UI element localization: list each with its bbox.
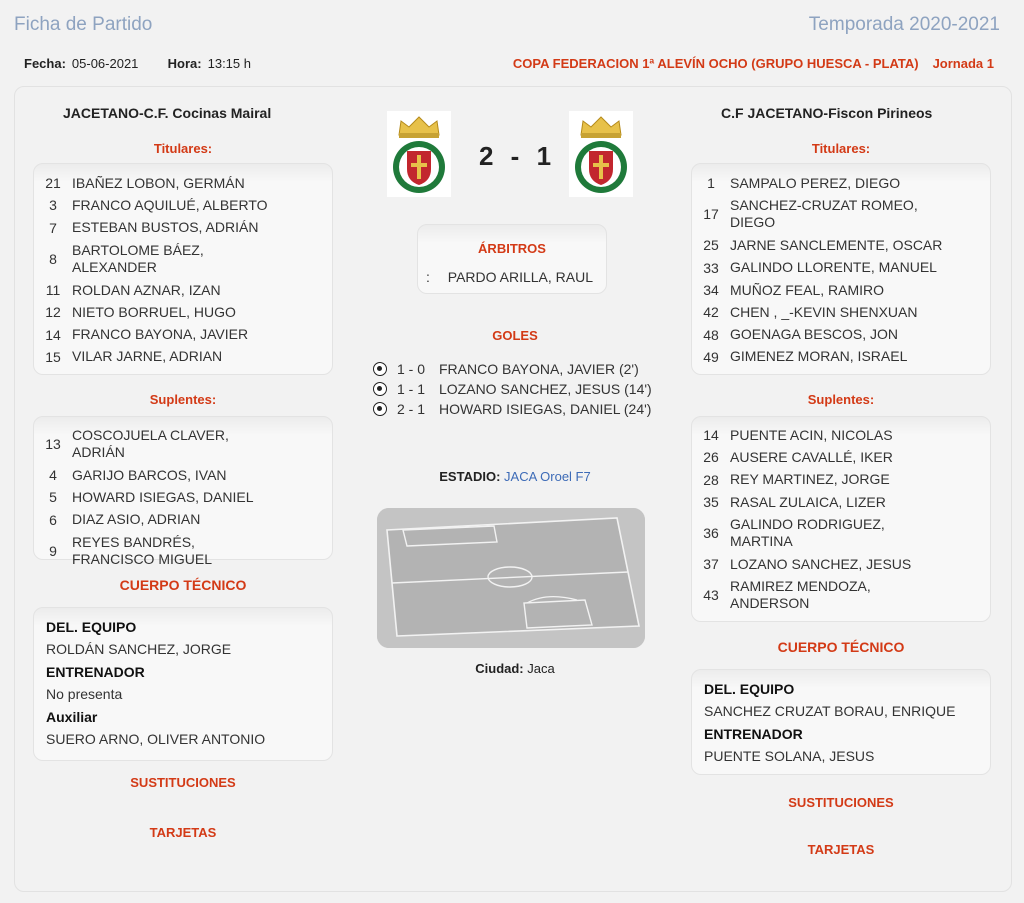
player-number: 49 xyxy=(703,348,719,365)
player-number: 13 xyxy=(45,436,61,452)
player-name: ROLDAN AZNAR, IZAN xyxy=(72,281,221,298)
home-subs-list xyxy=(33,416,333,567)
city-label: Ciudad: xyxy=(475,661,524,676)
home-sub-player-row xyxy=(34,531,332,571)
home-staff-person: ROLDÁN SANCHEZ, JORGE xyxy=(46,641,232,658)
away-team-name: C.F JACETANO-Fiscon Pirineos xyxy=(721,105,933,121)
player-number: 12 xyxy=(45,304,61,321)
away-substitutions-title: SUSTITUCIONES xyxy=(788,795,894,810)
match-date: 05-06-2021 xyxy=(71,56,139,71)
away-staff-title: CUERPO TÉCNICO xyxy=(777,639,905,655)
away-sub-player-row xyxy=(692,446,990,468)
player-number: 7 xyxy=(49,219,57,236)
away-subs-title: Suplentes: xyxy=(807,392,875,407)
player-name: BARTOLOME BÁEZ, ALEXANDER xyxy=(72,241,204,275)
player-number: 14 xyxy=(45,326,61,343)
goal-row xyxy=(373,399,652,419)
city-info xyxy=(365,661,665,676)
player-number: 34 xyxy=(703,282,719,299)
home-score: 2 xyxy=(478,141,494,171)
referees-title: ÁRBITROS xyxy=(478,241,546,256)
player-number: 9 xyxy=(49,542,57,559)
home-team-name: JACETANO-C.F. Cocinas Mairal xyxy=(63,105,272,121)
player-number: 26 xyxy=(703,449,719,466)
player-number: 25 xyxy=(703,237,719,254)
away-staff-role: ENTRENADOR xyxy=(704,725,803,742)
away-team-crest-icon xyxy=(569,111,633,197)
player-name: VILAR JARNE, ADRIAN xyxy=(72,348,223,365)
player-name: NIETO BORRUEL, HUGO xyxy=(72,303,236,320)
away-sub-player-row xyxy=(692,424,990,446)
goal-score: 2 - 1 xyxy=(397,401,426,417)
goal-scorer: LOZANO SANCHEZ, JESUS (14') xyxy=(439,381,652,397)
away-sub-player-row xyxy=(692,575,990,615)
away-sub-player-row xyxy=(692,491,990,513)
away-sub-player-row xyxy=(692,513,990,553)
page-title: Ficha de Partido xyxy=(14,14,153,35)
player-number: 4 xyxy=(49,467,57,484)
away-starter-player-row xyxy=(692,172,990,194)
player-name: RASAL ZULAICA, LIZER xyxy=(730,493,886,510)
player-name: CHEN , _-KEVIN SHENXUAN xyxy=(730,303,918,320)
player-number: 5 xyxy=(49,489,57,506)
home-staff-role: Auxiliar xyxy=(46,708,98,725)
away-sub-player-row xyxy=(692,469,990,491)
player-name: FRANCO AQUILUÉ, ALBERTO xyxy=(72,196,268,213)
away-starter-player-row xyxy=(692,279,990,301)
home-sub-player-row xyxy=(34,464,332,486)
home-starter-player-row xyxy=(34,172,332,194)
away-starter-player-row xyxy=(692,234,990,256)
stadium-info xyxy=(365,469,665,484)
home-sub-player-row xyxy=(34,424,332,464)
home-staff-person: No presenta xyxy=(46,686,123,703)
player-number: 11 xyxy=(45,282,61,299)
soccer-ball-icon xyxy=(373,402,387,416)
date-label: Fecha: xyxy=(24,56,66,71)
away-staff-role: DEL. EQUIPO xyxy=(704,681,795,697)
home-starters-title: Titulares: xyxy=(153,141,213,156)
player-name: DIAZ ASIO, ADRIAN xyxy=(72,511,201,528)
season-label: Temporada 2020-2021 xyxy=(808,14,1000,35)
home-staff-title: CUERPO TÉCNICO xyxy=(119,577,247,593)
home-cards-title: TARJETAS xyxy=(149,825,217,840)
player-name: ESTEBAN BUSTOS, ADRIÁN xyxy=(72,219,259,236)
player-number: 37 xyxy=(703,556,719,573)
player-name: AUSERE CAVALLÉ, IKER xyxy=(730,448,893,465)
home-team-column xyxy=(33,87,333,887)
player-number: 42 xyxy=(703,304,719,321)
player-number: 14 xyxy=(703,427,719,444)
home-starter-player-row xyxy=(34,301,332,323)
player-name: GALINDO LLORENTE, MANUEL xyxy=(730,259,937,276)
home-starter-player-row xyxy=(34,279,332,301)
player-number: 43 xyxy=(703,587,719,604)
player-name: IBAÑEZ LOBON, GERMÁN xyxy=(72,174,245,191)
player-number: 1 xyxy=(707,175,715,192)
away-starter-player-row xyxy=(692,323,990,345)
home-substitutions-title: SUSTITUCIONES xyxy=(130,775,236,790)
player-name: GALINDO RODRIGUEZ, MARTINA xyxy=(730,516,885,550)
player-number: 28 xyxy=(703,471,719,488)
away-staff-person: PUENTE SOLANA, JESUS xyxy=(704,748,875,765)
stadium-link[interactable]: JACA Oroel F7 xyxy=(504,469,591,484)
stadium-field-image xyxy=(377,508,645,648)
away-starter-player-row xyxy=(692,346,990,368)
player-number: 36 xyxy=(703,525,719,542)
referee-prefix: : xyxy=(426,269,430,285)
away-sub-player-row xyxy=(692,553,990,575)
referees-box xyxy=(417,224,607,294)
player-number: 15 xyxy=(45,348,61,365)
player-name: GARIJO BARCOS, IVAN xyxy=(72,466,227,483)
goals-title: GOLES xyxy=(492,328,538,343)
goal-row xyxy=(373,379,652,399)
player-name: SANCHEZ-CRUZAT ROMEO, DIEGO xyxy=(730,197,918,231)
player-name: REY MARTINEZ, JORGE xyxy=(730,471,890,488)
home-subs-title: Suplentes: xyxy=(149,392,217,407)
away-starter-player-row xyxy=(692,194,990,234)
referee-row xyxy=(426,269,593,285)
player-number: 6 xyxy=(49,511,57,528)
competition-name: COPA FEDERACION 1ª ALEVÍN OCHO (GRUPO HUESCA - PLATA) xyxy=(512,56,919,71)
goal-scorer: HOWARD ISIEGAS, DANIEL (24') xyxy=(439,401,652,417)
soccer-ball-icon xyxy=(373,362,387,376)
matchday: Jornada 1 xyxy=(932,56,994,71)
player-name: GOENAGA BESCOS, JON xyxy=(730,326,899,343)
goal-score: 1 - 0 xyxy=(397,361,426,377)
home-starter-player-row xyxy=(34,217,332,239)
player-number: 17 xyxy=(703,206,719,223)
away-starter-player-row xyxy=(692,257,990,279)
player-name: SAMPALO PEREZ, DIEGO xyxy=(730,174,901,191)
time-label: Hora: xyxy=(167,56,202,71)
player-name: FRANCO BAYONA, JAVIER xyxy=(72,326,249,343)
score-separator: - xyxy=(510,141,520,171)
player-number: 48 xyxy=(703,326,719,343)
player-name: PUENTE ACIN, NICOLAS xyxy=(730,426,893,443)
match-info xyxy=(24,56,251,71)
player-name: MUÑOZ FEAL, RAMIRO xyxy=(730,281,885,298)
goals-list xyxy=(373,359,652,419)
player-number: 21 xyxy=(45,175,61,192)
home-staff-role: ENTRENADOR xyxy=(46,663,145,680)
home-staff-person: SUERO ARNO, OLIVER ANTONIO xyxy=(46,730,266,747)
player-number: 35 xyxy=(703,494,719,511)
player-name: GIMENEZ MORAN, ISRAEL xyxy=(730,348,908,365)
home-staff-list xyxy=(33,607,333,761)
player-name: REYES BANDRÉS, FRANCISCO MIGUEL xyxy=(72,533,213,567)
referee-name: PARDO ARILLA, RAUL xyxy=(447,269,594,285)
match-sheet xyxy=(14,86,1012,892)
player-number: 8 xyxy=(49,250,57,267)
away-cards-title: TARJETAS xyxy=(807,842,875,857)
player-name: RAMIREZ MENDOZA, ANDERSON xyxy=(730,578,871,612)
away-staff-list xyxy=(691,669,991,775)
home-starter-player-row xyxy=(34,239,332,279)
match-time: 13:15 h xyxy=(207,56,251,71)
away-starter-player-row xyxy=(692,301,990,323)
away-subs-list xyxy=(691,416,991,622)
stadium-label: ESTADIO: xyxy=(439,469,501,484)
home-starter-player-row xyxy=(34,346,332,368)
city-name: Jaca xyxy=(527,661,555,676)
home-starters-list xyxy=(33,163,333,375)
player-name: JARNE SANCLEMENTE, OSCAR xyxy=(730,236,943,253)
player-number: 33 xyxy=(703,259,719,276)
away-starters-list xyxy=(691,163,991,375)
player-name: LOZANO SANCHEZ, JESUS xyxy=(730,555,912,572)
player-number: 3 xyxy=(49,197,57,214)
goal-row xyxy=(373,359,652,379)
away-starters-title: Titulares: xyxy=(811,141,871,156)
soccer-ball-icon xyxy=(373,382,387,396)
home-starter-player-row xyxy=(34,194,332,216)
away-staff-person: SANCHEZ CRUZAT BORAU, ENRIQUE xyxy=(704,703,956,720)
competition-info xyxy=(513,56,994,71)
player-name: HOWARD ISIEGAS, DANIEL xyxy=(72,488,254,505)
home-starter-player-row xyxy=(34,323,332,345)
player-name: COSCOJUELA CLAVER, ADRIÁN xyxy=(72,427,229,460)
goal-scorer: FRANCO BAYONA, JAVIER (2') xyxy=(439,361,639,377)
home-sub-player-row xyxy=(34,486,332,508)
away-team-column xyxy=(691,87,991,887)
match-center-column xyxy=(365,87,665,887)
home-staff-role: DEL. EQUIPO xyxy=(46,619,137,635)
home-sub-player-row xyxy=(34,509,332,531)
goal-score: 1 - 1 xyxy=(397,381,426,397)
away-score: 1 xyxy=(536,141,552,171)
